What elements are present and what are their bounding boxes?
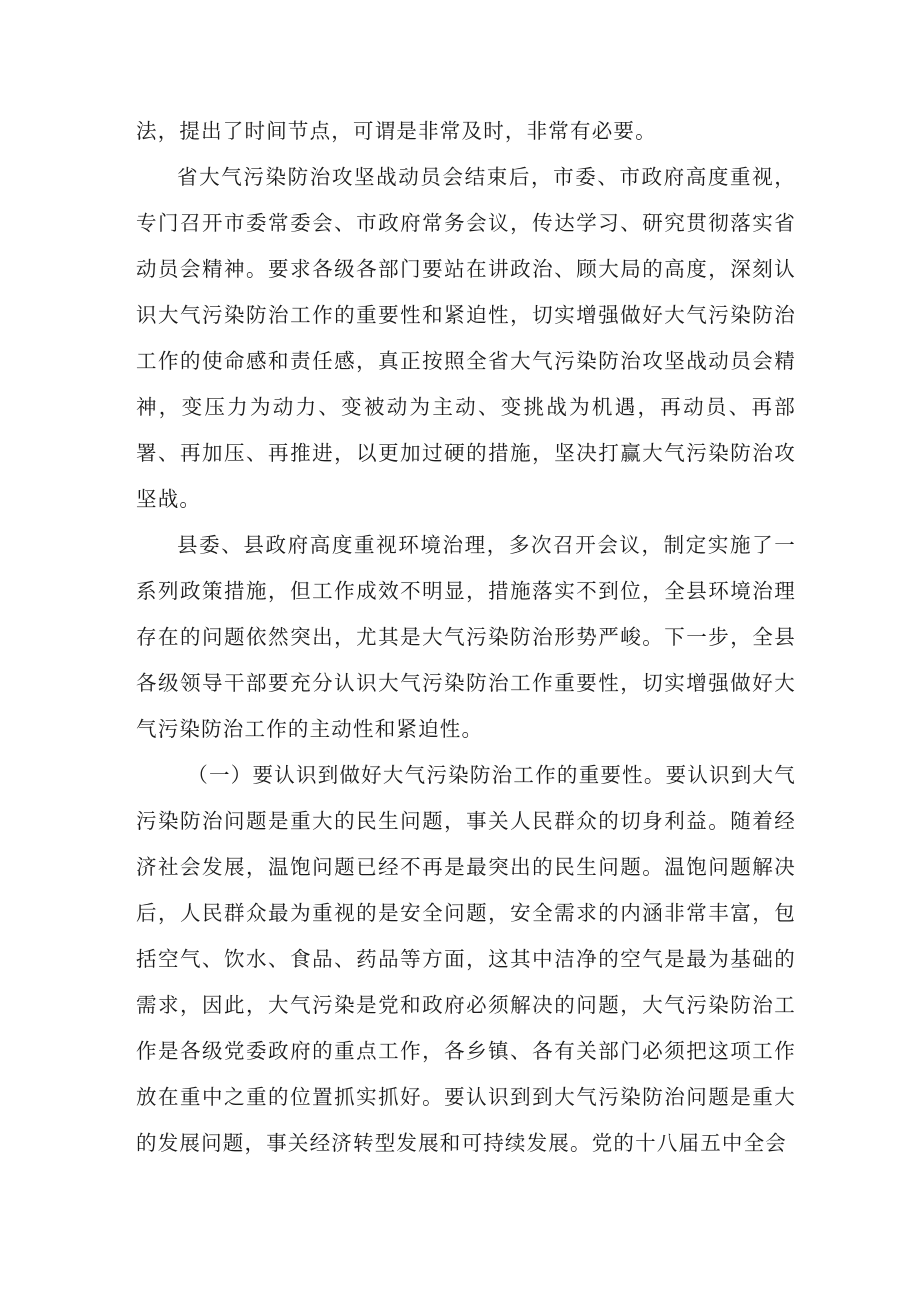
document-body xyxy=(136,108,796,1166)
paragraph-county-governance: 县委、县政府高度重视环境治理，多次召开会议，制定实施了一系列政策措施，但工作成效不明显，措施落实不到位，全县环境治理存在的问题依然突出，尤其是大气污染防治形势严峻。下一步，全县各级领导干部要充分认识大气污染防治工作重要性，切实增强做好大气污染防治工作的主动性和紧迫性。 xyxy=(136,533,796,741)
paragraph-provincial-meeting: 省大气污染防治攻坚战动员会结束后，市委、市政府高度重视，专门召开市委常委会、市政府常务会议，传达学习、研究贯彻落实省动员会精神。要求各级各部门要站在讲政治、顾大局的高度，深刻认识大气污染防治工作的重要性和紧迫性，切实增强做好大气污染防治工作的使命感和责任感，真正按照全省大气污染防治攻坚战动员会精神，变压力为动力、变被动为主动、变挑战为机遇，再动员、再部署、再加压、再推进，以更加过硬的措施，坚决打赢大气污染防治攻坚战。 xyxy=(136,165,796,511)
paragraph-continuation: 法，提出了时间节点，可谓是非常及时，非常有必要。 xyxy=(136,119,657,143)
paragraph-section-one: （一）要认识到做好大气污染防治工作的重要性。要认识到大气污染防治问题是重大的民生问题，事关人民群众的切身利益。随着经济社会发展，温饱问题已经不再是最突出的民生问题。温饱问题解决后，人民群众最为重视的是安全问题，安全需求的内涵非常丰富，包括空气、饮水、食品、药品等方面，这其中洁净的空气是最为基础的需求，因此，大气污染是党和政府必须解决的问题，大气污染防治工作是各级党委政府的重点工作，各乡镇、各有关部门必须把这项工作放在重中之重的位置抓实抓好。要认识到到大气污染防治问题是重大的发展问题，事关经济转型发展和可持续发展。党的十八届五中全会 xyxy=(136,763,796,1155)
